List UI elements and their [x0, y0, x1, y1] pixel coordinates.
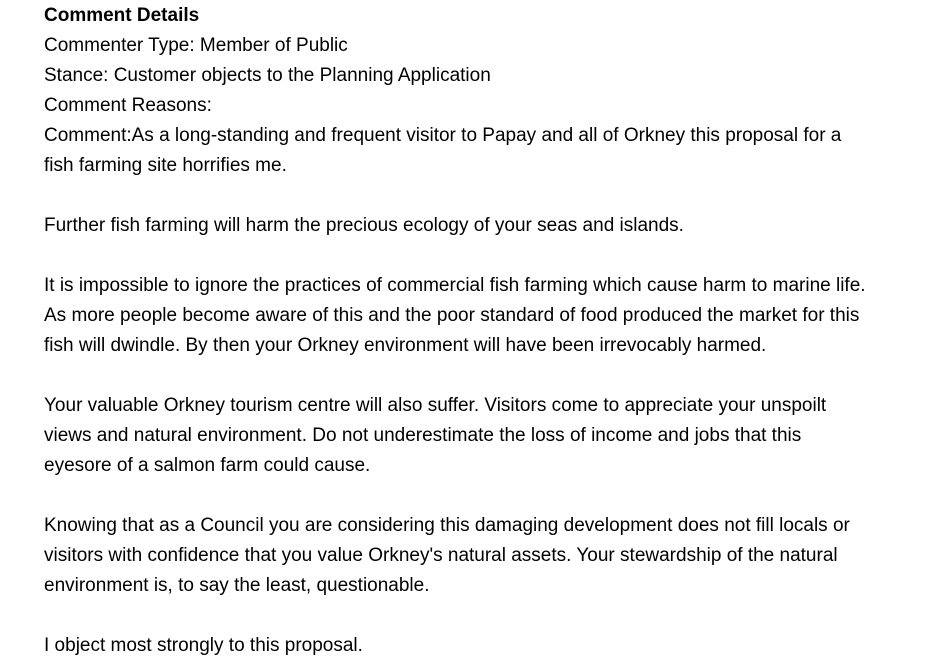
comment-paragraph-1 — [44, 121, 924, 181]
section-heading: Comment Details — [44, 5, 200, 26]
comment-line: environment is, to say the least, questionable. — [44, 575, 430, 596]
stance-field: Stance: Customer objects to the Planning Application — [44, 65, 491, 86]
comment-line: eyesore of a salmon farm could cause. — [44, 455, 371, 476]
comment-paragraph-2 — [44, 211, 924, 241]
comment-document — [44, 4, 924, 661]
comment-line: It is impossible to ignore the practices of commercial fish farming which cause harm to marine life. — [44, 275, 866, 296]
comment-line: I object most strongly to this proposal. — [44, 635, 363, 656]
comment-paragraph-5 — [44, 511, 924, 601]
comment-line: Knowing that as a Council you are considering this damaging development does not fill locals or — [44, 515, 850, 536]
comment-line: As more people become aware of this and the poor standard of food produced the market for this — [44, 305, 860, 326]
comment-reasons-field: Comment Reasons: — [44, 95, 212, 116]
comment-line: Your valuable Orkney tourism centre will also suffer. Visitors come to appreciate your unspoilt — [44, 395, 827, 416]
comment-line: fish farming site horrifies me. — [44, 155, 287, 176]
comment-line: fish will dwindle. By then your Orkney environment will have been irrevocably harmed. — [44, 335, 767, 356]
comment-line: Comment:As a long-standing and frequent visitor to Papay and all of Orkney this proposal for a — [44, 125, 842, 146]
comment-line: Further fish farming will harm the precious ecology of your seas and islands. — [44, 215, 684, 236]
comment-line: visitors with confidence that you value Orkney's natural assets. Your stewardship of the natural — [44, 545, 838, 566]
commenter-type-field: Commenter Type: Member of Public — [44, 35, 348, 56]
comment-paragraph-6 — [44, 631, 924, 661]
comment-paragraph-4 — [44, 391, 924, 481]
comment-line: views and natural environment. Do not underestimate the loss of income and jobs that this — [44, 425, 802, 446]
comment-paragraph-3 — [44, 271, 924, 361]
